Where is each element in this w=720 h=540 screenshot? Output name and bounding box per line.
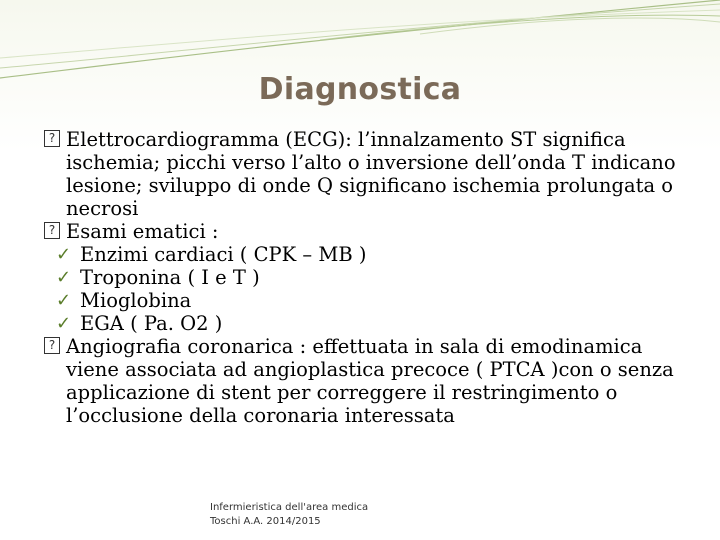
check-item-troponina — [44, 266, 684, 289]
check-item-text: Enzimi cardiaci ( CPK – MB ) — [80, 243, 367, 266]
missing-glyph-box-icon: ? — [44, 130, 60, 147]
slide-footer — [210, 501, 368, 529]
bullet-text: Esami ematici : — [66, 220, 219, 243]
check-item-ega — [44, 312, 684, 335]
checkmark-icon: ✓ — [56, 290, 72, 311]
check-item-text: Mioglobina — [80, 289, 192, 312]
footer-course: Infermieristica dell'area medica — [210, 502, 369, 513]
slide-title: Diagnostica — [258, 72, 462, 107]
bullet-text: Angiografia coronarica : effettuata in sala di emodinamica viene associata ad angioplastica precoce ( PTCA )con o senza applicazione di stent per correggere il restringimento o l’occlusione della coronaria interessata — [66, 335, 674, 427]
check-item-enzimi — [44, 243, 684, 266]
bullet-angiografia — [44, 335, 684, 427]
check-item-text: EGA ( Pa. O2 ) — [80, 312, 223, 335]
slide-content — [44, 128, 684, 427]
bullet-text: Elettrocardiogramma (ECG): l’innalzamento ST significa ischemia; picchi verso l’alto o inversione dell’onda T indicano lesione; sviluppo di onde Q significano ischemia prolungata o necrosi — [66, 128, 676, 220]
checkmark-icon: ✓ — [56, 313, 72, 334]
check-item-mioglobina — [44, 289, 684, 312]
footer-author-year: Toschi A.A. 2014/2015 — [210, 516, 321, 527]
bullet-ecg — [44, 128, 684, 220]
missing-glyph-box-icon: ? — [44, 337, 60, 354]
check-item-text: Troponina ( I e T ) — [80, 266, 260, 289]
missing-glyph-box-icon: ? — [44, 222, 60, 239]
bullet-esami — [44, 220, 684, 243]
checkmark-icon: ✓ — [56, 267, 72, 288]
checkmark-icon: ✓ — [56, 244, 72, 265]
